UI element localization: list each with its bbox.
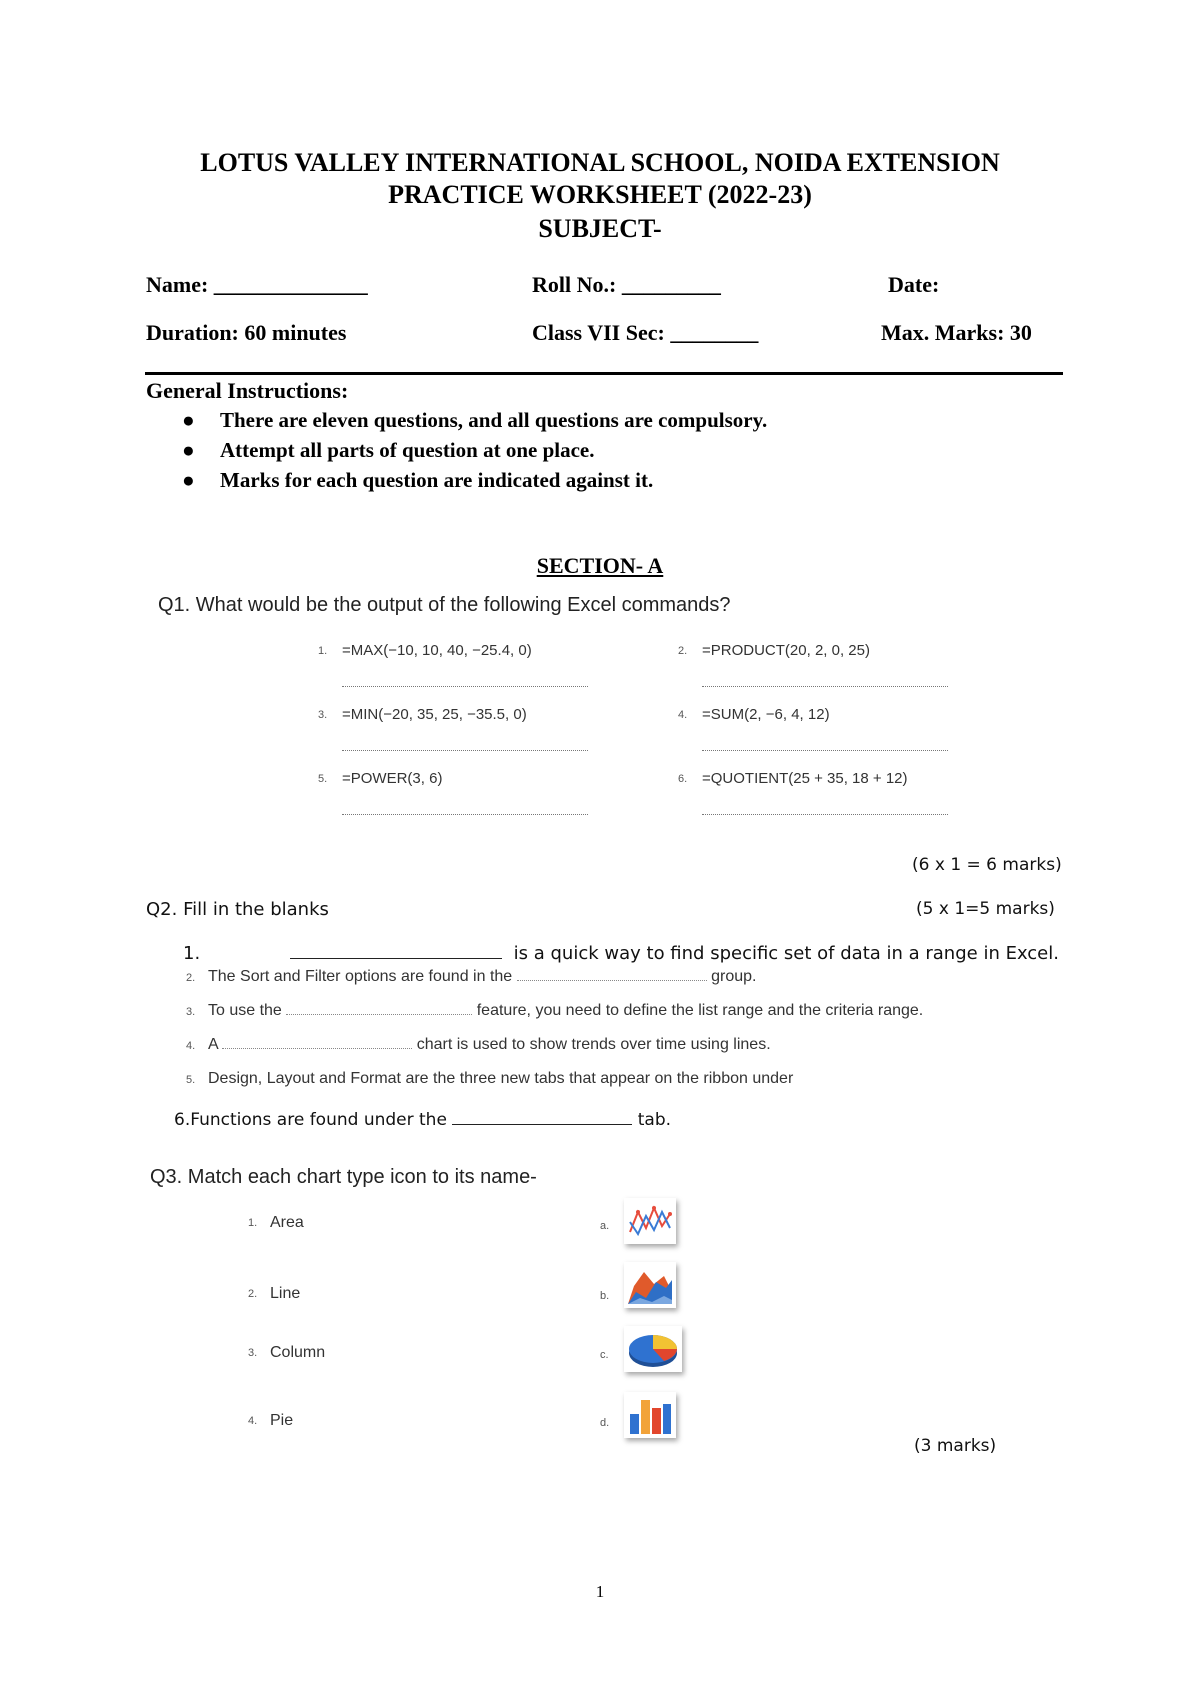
worksheet-title: PRACTICE WORKSHEET (2022-23) xyxy=(388,180,812,209)
subject-label: SUBJECT- xyxy=(538,214,662,243)
q1-item: 3. =MIN(−20, 35, 25, −35.5, 0) xyxy=(318,706,527,723)
answer-blank xyxy=(290,944,502,959)
q3-title: Q3. Match each chart type icon to its name- xyxy=(150,1166,537,1188)
header-divider xyxy=(145,372,1063,375)
name-field: Name: ______________ xyxy=(146,272,368,297)
q2-title: Q2. Fill in the blanks xyxy=(146,899,329,920)
answer-line xyxy=(342,814,588,815)
bullet-icon: ● xyxy=(182,438,195,462)
option-letter: b. xyxy=(600,1290,610,1302)
q2-item: 4. A chart is used to show trends over time using lines. xyxy=(186,1036,771,1053)
class-section-field: Class VII Sec: ________ xyxy=(532,320,759,345)
option-letter: a. xyxy=(600,1220,610,1232)
duration-field: Duration: 60 minutes xyxy=(146,320,347,345)
q1-marks: (6 x 1 = 6 marks) xyxy=(912,855,1062,875)
bullet-icon: ● xyxy=(182,408,195,432)
option-letter: c. xyxy=(600,1349,609,1361)
match-name: 2. Line xyxy=(248,1285,301,1302)
q2-item: 3. To use the feature, you need to define the list range and the criteria range. xyxy=(186,1002,924,1019)
q2-item-1: 1. is a quick way to find specific set of data in a range in Excel. xyxy=(183,943,1059,964)
section-a-heading: SECTION- A xyxy=(536,553,664,578)
q1-item: 2. =PRODUCT(20, 2, 0, 25) xyxy=(678,642,870,659)
max-marks-field: Max. Marks: 30 xyxy=(881,320,1032,345)
q2-item: 5. Design, Layout and Format are the three new tabs that appear on the ribbon under xyxy=(186,1070,794,1087)
answer-line xyxy=(702,814,948,815)
line-chart-icon xyxy=(624,1198,676,1244)
pie-chart-icon xyxy=(624,1326,682,1372)
q1-item: 6. =QUOTIENT(25 + 35, 18 + 12) xyxy=(678,770,908,787)
instructions-title: General Instructions: xyxy=(146,378,349,403)
answer-blank xyxy=(517,968,707,981)
page-number: 1 xyxy=(595,1582,605,1601)
q1-item: 5. =POWER(3, 6) xyxy=(318,770,443,787)
answer-line xyxy=(702,686,948,687)
area-chart-icon xyxy=(624,1262,676,1308)
answer-line xyxy=(342,686,588,687)
q2-item: 2. The Sort and Filter options are found in the group. xyxy=(186,968,757,985)
roll-field: Roll No.: _________ xyxy=(532,272,721,297)
answer-blank xyxy=(222,1036,412,1049)
instruction-item: ● Attempt all parts of question at one place. xyxy=(182,438,595,462)
q3-marks: (3 marks) xyxy=(914,1436,997,1456)
column-chart-icon xyxy=(624,1392,676,1438)
match-name: 4. Pie xyxy=(248,1412,294,1429)
answer-blank xyxy=(452,1110,632,1125)
q1-title: Q1. What would be the output of the following Excel commands? xyxy=(158,594,731,616)
bullet-icon: ● xyxy=(182,468,195,492)
q1-item: 1. =MAX(−10, 10, 40, −25.4, 0) xyxy=(318,642,532,659)
date-field: Date: xyxy=(888,272,940,297)
q1-item: 4. =SUM(2, −6, 4, 12) xyxy=(678,706,830,723)
q2-marks: (5 x 1=5 marks) xyxy=(916,899,1055,919)
answer-line xyxy=(702,750,948,751)
option-letter: d. xyxy=(600,1417,610,1429)
match-name: 3. Column xyxy=(248,1344,326,1361)
q2-item-6: 6.Functions are found under the tab. xyxy=(174,1110,672,1130)
instruction-item: ● Marks for each question are indicated against it. xyxy=(182,468,654,492)
match-name: 1. Area xyxy=(248,1214,304,1231)
instruction-item: ● There are eleven questions, and all questions are compulsory. xyxy=(182,408,768,432)
school-name: LOTUS VALLEY INTERNATIONAL SCHOOL, NOIDA EXTENSION xyxy=(200,148,1000,177)
answer-blank xyxy=(286,1002,472,1015)
answer-line xyxy=(342,750,588,751)
